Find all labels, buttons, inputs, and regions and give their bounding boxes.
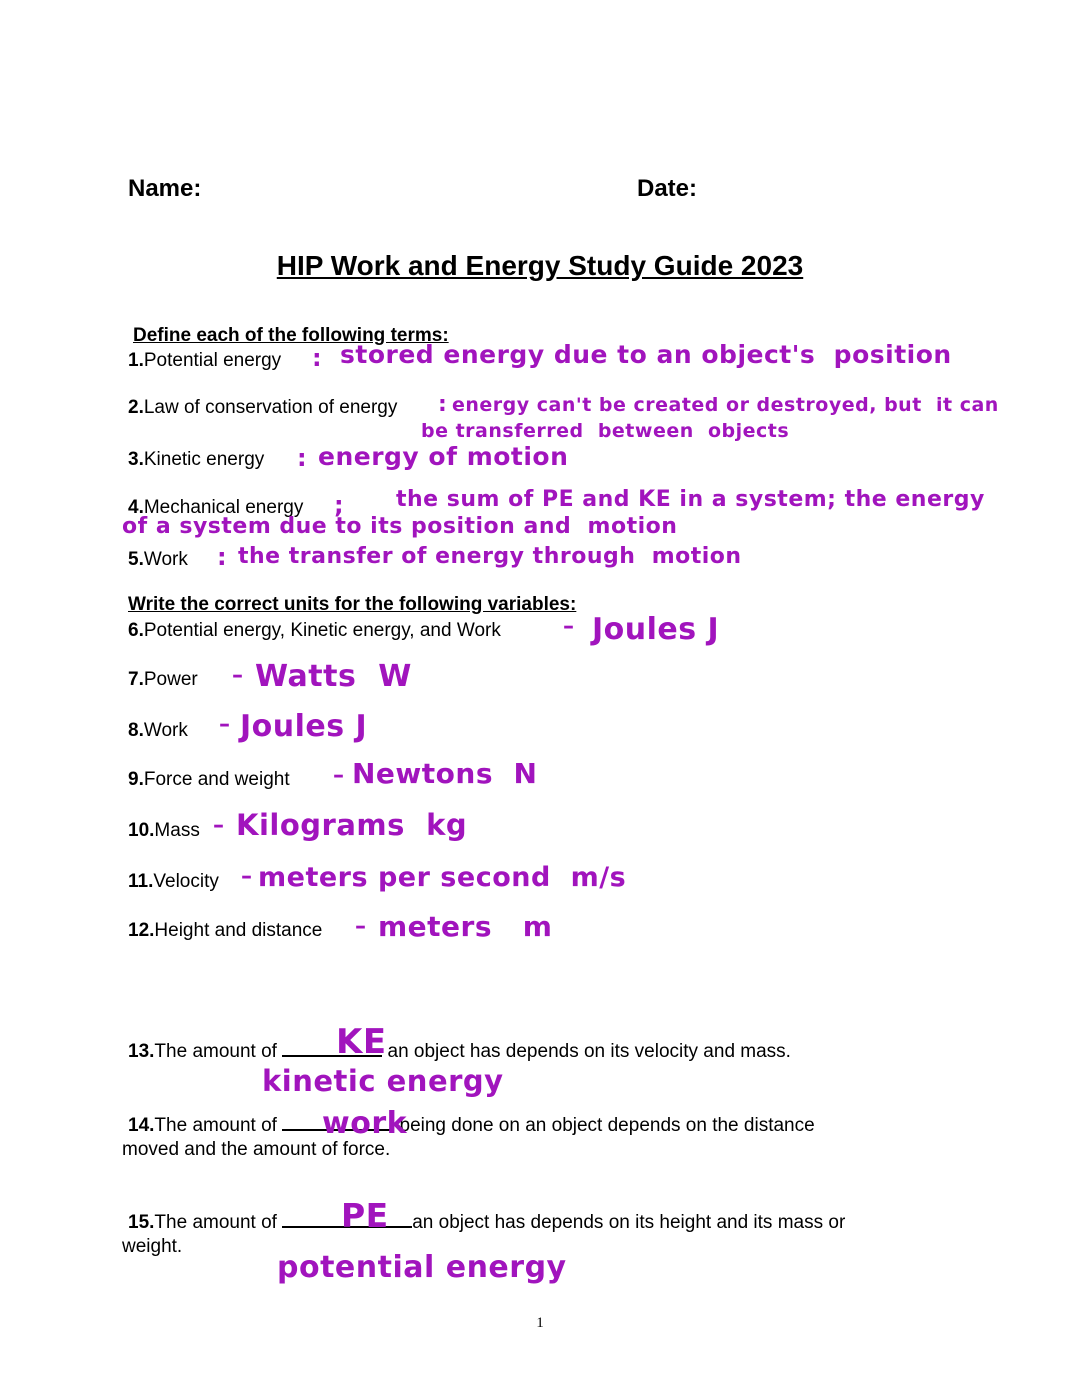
question-9-label: Force and weight <box>143 769 295 790</box>
question-12-prompt <box>128 920 328 942</box>
question-13-text-after: an object has depends on its velocity and mass. <box>382 1041 791 1062</box>
question-6-label: Potential energy, Kinetic energy, and Work <box>143 620 507 641</box>
question-7-answer: Watts W <box>255 659 412 694</box>
question-1-colon-ink: : <box>312 344 323 372</box>
question-4-label: Mechanical energy <box>143 497 304 518</box>
question-1-number: 1. <box>128 350 144 371</box>
question-6-number: 6. <box>128 620 144 641</box>
question-14-number: 14. <box>128 1115 155 1136</box>
question-5-colon-ink: : <box>217 543 228 571</box>
question-2-colon-ink: : <box>438 392 448 417</box>
question-8-prompt <box>128 720 193 742</box>
question-15-extra-note: potential energy <box>277 1250 567 1285</box>
section-heading-units: Write the correct units for the following variables: <box>128 594 577 615</box>
question-2-number: 2. <box>128 397 144 418</box>
question-10-prompt <box>128 820 205 842</box>
question-9-prompt <box>128 769 295 791</box>
question-4-colon-ink: ; <box>334 491 345 519</box>
question-13-blank-answer: KE <box>336 1022 387 1062</box>
question-12-dash-ink: – <box>355 914 367 939</box>
question-14-row <box>128 1115 815 1137</box>
question-9-dash-ink: – <box>333 763 345 788</box>
question-3-answer: energy of motion <box>318 442 569 471</box>
question-11-label: Velocity <box>153 871 225 892</box>
question-3-colon-ink: : <box>297 444 308 472</box>
question-1-label: Potential energy <box>143 350 282 371</box>
question-1-answer: stored energy due to an object's position <box>340 340 952 369</box>
question-14-text-after: being done on an object depends on the distance <box>394 1115 815 1136</box>
question-2-answer: energy can't be created or destroyed, but it can <box>452 394 999 416</box>
question-2-answer-line2: be transferred between objects <box>421 420 790 442</box>
date-label: Date: <box>637 175 698 202</box>
question-11-dash-ink: – <box>241 864 253 889</box>
question-7-prompt <box>128 669 203 691</box>
question-12-number: 12. <box>128 920 155 941</box>
question-14-text-before: The amount of <box>154 1115 283 1136</box>
question-7-number: 7. <box>128 669 144 690</box>
question-12-answer: meters m <box>378 910 553 943</box>
question-6-answer: Joules J <box>592 612 720 647</box>
question-2-label: Law of conservation of energy <box>143 397 398 418</box>
question-3-prompt <box>128 449 270 471</box>
question-9-number: 9. <box>128 769 144 790</box>
question-1-prompt <box>128 350 281 372</box>
question-5-answer: the transfer of energy through motion <box>238 544 742 569</box>
question-3-label: Kinetic energy <box>143 449 270 470</box>
question-15-text-before: The amount of <box>154 1212 283 1233</box>
question-11-answer: meters per second m/s <box>258 862 627 893</box>
question-6-dash-ink: – <box>563 614 575 639</box>
question-6-prompt <box>128 620 506 642</box>
name-label: Name: <box>128 175 202 202</box>
question-7-dash-ink: – <box>232 663 244 688</box>
question-5-label: Work <box>143 549 194 570</box>
question-10-dash-ink: – <box>213 813 225 838</box>
section-heading-definitions: Define each of the following terms: <box>133 325 449 346</box>
question-11-prompt <box>128 871 224 893</box>
question-11-number: 11. <box>128 871 154 892</box>
question-13-text-before: The amount of <box>154 1041 283 1062</box>
question-4-number: 4. <box>128 497 144 518</box>
question-4-answer: the sum of PE and KE in a system; the energy <box>396 487 985 512</box>
question-13-row <box>128 1041 791 1063</box>
question-8-answer: Joules J <box>240 709 368 744</box>
question-13-extra-note: kinetic energy <box>262 1064 504 1098</box>
question-15-blank-answer: PE <box>341 1196 389 1235</box>
question-8-label: Work <box>143 720 194 741</box>
question-10-number: 10. <box>128 820 155 841</box>
question-2-prompt <box>128 397 397 419</box>
question-8-number: 8. <box>128 720 144 741</box>
question-10-label: Mass <box>154 820 206 841</box>
question-15-number: 15. <box>128 1212 155 1233</box>
question-15-text-after-line2: weight. <box>122 1236 183 1257</box>
question-15-row <box>128 1212 845 1234</box>
page-title-text: HIP Work and Energy Study Guide 2023 <box>276 250 804 281</box>
question-10-answer: Kilograms kg <box>236 808 468 842</box>
question-9-answer: Newtons N <box>352 757 538 790</box>
page-number: 1 <box>536 1315 544 1331</box>
question-14-blank-answer: work <box>322 1106 408 1141</box>
question-5-number: 5. <box>128 549 144 570</box>
question-13-number: 13. <box>128 1041 155 1062</box>
question-4-answer-line2: of a system due to its position and motion <box>122 514 678 539</box>
question-7-label: Power <box>143 669 203 690</box>
question-8-dash-ink: – <box>219 712 231 737</box>
question-3-number: 3. <box>128 449 144 470</box>
question-14-text-after-line2: moved and the amount of force. <box>122 1139 391 1160</box>
question-5-prompt <box>128 549 193 571</box>
page-title <box>0 250 1080 282</box>
question-12-label: Height and distance <box>154 920 328 941</box>
question-15-text-after: an object has depends on its height and its mass or <box>412 1212 846 1233</box>
